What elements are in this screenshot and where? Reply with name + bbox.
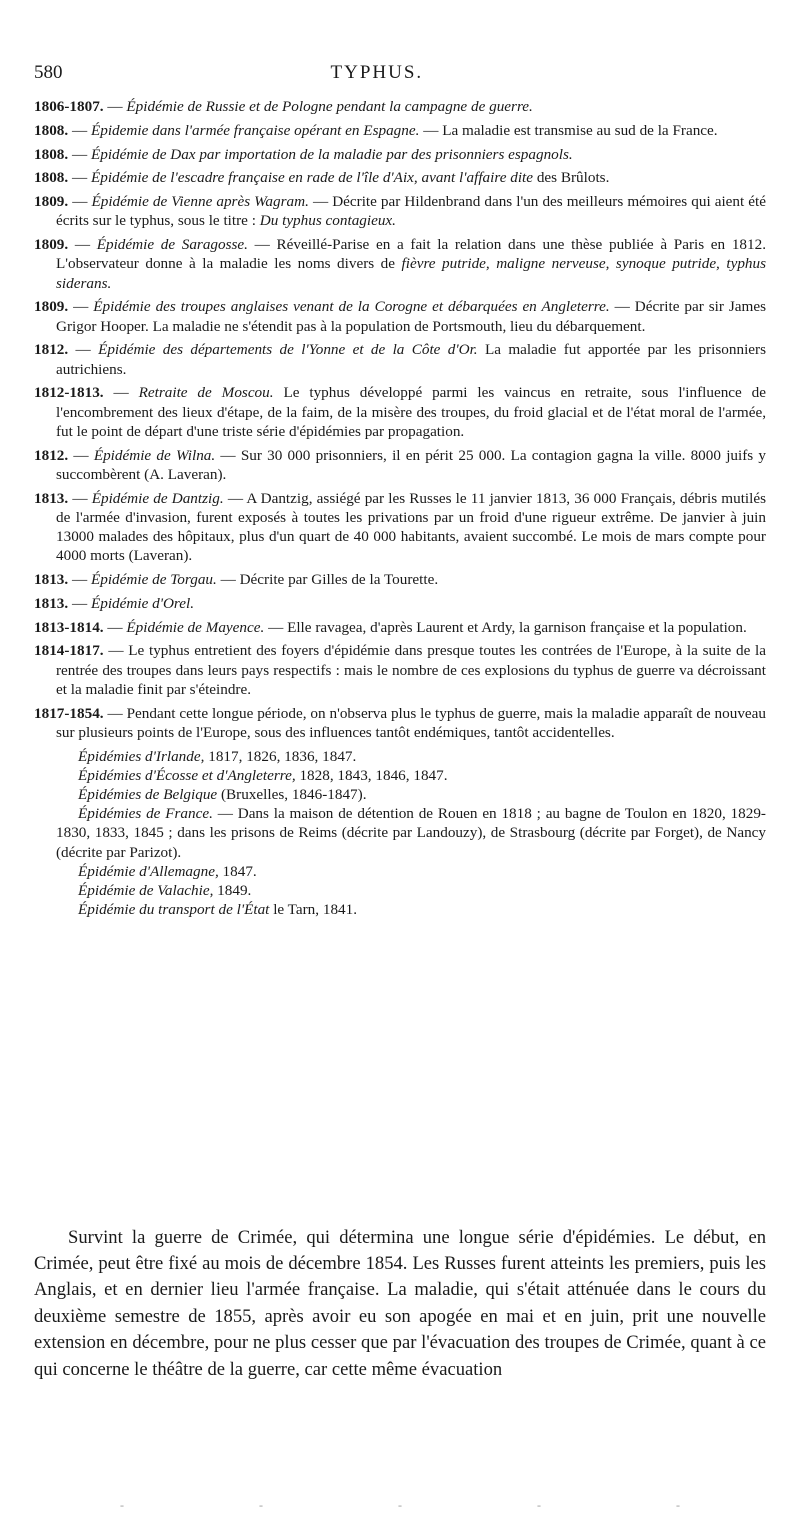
sub-entry-title: Épidémie de Valachie, xyxy=(78,882,214,900)
entry-1808-espagne: 1808. — Épidemie dans l'armée française opérant en Espagne. — La maladie est transmise au sud de la France. xyxy=(34,121,718,139)
sub-entry-title: Épidémies d'Écosse et d'Angleterre, xyxy=(78,766,296,784)
entry-title: Épidémie de Saragosse. xyxy=(96,236,248,254)
entry-1813-dantzig: 1813. — Épidémie de Dantzig. — A Dantzig, assiégé par les Russes le 11 janvier 1813, 36 000 Français, débris mutilés de l'armée d'invasion, furent exposés à toutes les privations par un froid d'une rigueur extrême. De janvier à juin 13000 malades des hôpitaux, plus d'un quart de 40 000 habitants, avaient succombé. Le mois de mars compte pour 4000 morts (Laveran). xyxy=(34,489,767,565)
entry-title: Épidémie des départements de l'Yonne et de la Côte d'Or. xyxy=(98,341,478,359)
entry-1808-aix: 1808. — Épidémie de l'escadre française en rade de l'île d'Aix, avant l'affaire dite des Brûlots. xyxy=(34,169,610,187)
entry-title: Épidémie de l'escadre française en rade de l'île d'Aix, avant l'affaire dite xyxy=(90,169,534,187)
entry-year: 1817-1854. xyxy=(34,704,104,722)
chronology-list xyxy=(34,97,766,919)
sub-entry-title: Épidémies de Belgique xyxy=(78,786,218,803)
sub-entry-transport xyxy=(34,900,766,919)
entry-year: 1809. xyxy=(34,298,69,316)
sub-entry-ecosse xyxy=(34,766,766,785)
entry-title-secondary: fièvre putride, maligne nerveuse, synoque putride, typhus siderans. xyxy=(56,255,767,292)
entry-year: 1813-1814. xyxy=(34,618,104,636)
entry-text: des Brûlots. xyxy=(536,169,610,187)
entry-title-secondary: Du typhus contagieux. xyxy=(259,212,396,230)
sub-entry-allemagne xyxy=(34,862,766,881)
entry-year: 1813. xyxy=(34,571,69,588)
sub-entry-belgique xyxy=(34,785,766,804)
entry-1813-torgau: 1813. — Épidémie de Torgau. — Décrite par Gilles de la Tourette. xyxy=(34,571,439,588)
entry-text: — Décrite par Hildenbrand dans l'un des meilleurs mémoires qui aient été écrits sur le typhus, sous le titre : xyxy=(56,193,766,230)
sub-entry-text: (Bruxelles, 1846-1847). xyxy=(220,786,367,803)
entry-year: 1812-1813. xyxy=(34,384,104,402)
entry-text: Le typhus développé parmi les vaincus en retraite, sous l'influence de l'encombrement des lieux d'étape, de la faim, de la misère des troupes, du froid glacial et de l'état moral de l'armée, fut le point de départ d'une triste série d'épidémies par propagation. xyxy=(56,384,767,440)
entry-1812-moscou: 1812-1813. — Retraite de Moscou. Le typhus développé parmi les vaincus en retraite, sous l'influence de l'encombrement des lieux d'étape, de la faim, de la misère des troupes, du froid glacial et de l'état moral de l'armée, fut le point de départ d'une triste série d'épidémies par propagation. xyxy=(34,384,767,440)
entry-title: Retraite de Moscou. xyxy=(138,384,274,402)
entry-text: — La maladie est transmise au sud de la France. xyxy=(423,121,718,139)
entry-title: Épidémie de Vienne après Wagram. xyxy=(91,193,309,211)
entry-year: 1806-1807. xyxy=(34,98,104,115)
entry-title: Épidémie de Dax par importation de la maladie par des prisonniers espagnols. xyxy=(90,145,573,163)
entry-1809-corogne: 1809. — Épidémie des troupes anglaises venant de la Corogne et débarquées en Angleterre. — Décrite par sir James Grigor Hooper. La maladie ne s'étendit pas à la population de Portsmouth, lieu du débarquement. xyxy=(34,298,767,335)
entry-1814-1817: 1814-1817. — Le typhus entretient des foyers d'épidémie dans presque toutes les contrées de l'Europe, à la suite de la rentrée des troupes dans leurs pays respectifs : mais le nombre de ces explosions du typhus de guerre va décroissant et la maladie finit par s'éteindre. xyxy=(34,642,766,698)
sub-entry-valachie xyxy=(34,881,766,900)
entry-text: La maladie fut apportée par les prisonniers autrichiens. xyxy=(56,341,767,378)
footer-mark: - xyxy=(120,1498,124,1512)
entry-text: — Réveillé-Parise en a fait la relation dans une thèse publiée à Paris en 1812. L'observateur donne à la maladie les noms divers de xyxy=(56,236,766,273)
footer-mark: - xyxy=(398,1498,402,1512)
entry-text: — Elle ravagea, d'après Laurent et Ardy, la garnison française et la population. xyxy=(268,618,747,636)
entry-text: — Décrite par Gilles de la Tourette. xyxy=(220,571,439,588)
entry-year: 1812. xyxy=(34,446,69,464)
entry-year: 1809. xyxy=(34,193,69,211)
page-number: 580 xyxy=(34,62,63,83)
entry-1806: 1806-1807. — Épidémie de Russie et de Pologne pendant la campagne de guerre. xyxy=(34,98,533,115)
entry-1809-saragosse: 1809. — Épidémie de Saragosse. — Réveillé-Parise en a fait la relation dans une thèse publiée à Paris en 1812. L'observateur donne à la maladie les noms divers de fièvre putride, maligne nerveuse, synoque putride, typhus siderans. xyxy=(34,236,767,292)
sub-entry-title: Épidémie d'Allemagne, xyxy=(78,862,219,880)
entry-title: Épidémie des troupes anglaises venant de la Corogne et débarquées en Angleterre. xyxy=(93,298,610,316)
entry-year: 1813. xyxy=(34,489,69,507)
entry-title: Épidémie de Russie et de Pologne pendant la campagne de guerre. xyxy=(126,98,533,115)
sub-entry-france xyxy=(34,804,766,862)
entry-text: — Décrite par sir James Grigor Hooper. La maladie ne s'étendit pas à la population de Portsmouth, lieu du débarquement. xyxy=(56,298,767,335)
entry-1809-vienne: 1809. — Épidémie de Vienne après Wagram. — Décrite par Hildenbrand dans l'un des meilleurs mémoires qui aient été écrits sur le typhus, sous le titre : Du typhus contagieux. xyxy=(34,193,766,230)
sub-entry-text: 1847. xyxy=(222,862,257,880)
entry-title: Épidemie dans l'armée française opérant en Espagne. xyxy=(90,121,420,139)
entry-year: 1809. xyxy=(34,236,69,254)
sub-entry-irlande xyxy=(34,747,766,766)
sub-entry-text: 1828, 1843, 1846, 1847. xyxy=(299,766,448,784)
sub-entry-text: — Dans la maison de détention de Rouen en 1818 ; au bagne de Toulon en 1820, 1829-1830, 1833, 1845 ; dans les prisons de Reims (décrite par Landouzy), de Strasbourg (décrite par Forget), de Nancy (décrite par Parizot). xyxy=(56,805,766,861)
footer-mark: - xyxy=(259,1498,263,1512)
entry-title: Épidémie de Mayence. xyxy=(126,618,265,636)
sub-entry-title: Épidémie du transport de l'État xyxy=(78,901,270,919)
entry-year: 1813. xyxy=(34,594,69,612)
entry-title: Épidémie d'Orel. xyxy=(90,594,195,612)
entry-title: Épidémie de Wilna. xyxy=(93,446,216,464)
entry-text: — A Dantzig, assiégé par les Russes le 11 janvier 1813, 36 000 Français, débris mutilés de l'armée d'invasion, furent exposés à toutes les privations par un froid d'une rigueur extrême. De janvier à juin 13000 malades des hôpitaux, plus d'un quart de 40 000 habitants, avaient succombé. Le mois de mars compte pour 4000 morts (Laveran). xyxy=(56,489,767,565)
sub-entry-title: Épidémies de France. xyxy=(78,805,213,823)
entry-year: 1808. xyxy=(34,145,69,163)
entry-1813-orel: 1813. — Épidémie d'Orel. xyxy=(34,594,195,612)
entry-title: Épidémie de Dantzig. xyxy=(91,489,224,507)
entry-1813-mayence: 1813-1814. — Épidémie de Mayence. — Elle ravagea, d'après Laurent et Ardy, la garnison française et la population. xyxy=(34,618,747,636)
entry-1817-1854: 1817-1854. — Pendant cette longue période, on n'observa plus le typhus de guerre, mais la maladie apparaît de nouveau sur plusieurs points de l'Europe, sous des influences tantôt endémiques, tantôt accidentelles. xyxy=(34,704,767,741)
footer-marks xyxy=(120,1498,680,1513)
sub-entry-text: 1849. xyxy=(217,882,252,900)
sub-entry-title: Épidémies d'Irlande, xyxy=(78,747,205,765)
entry-year: 1812. xyxy=(34,341,69,359)
entry-year: 1808. xyxy=(34,169,69,187)
footer-mark: - xyxy=(676,1498,680,1512)
footer-mark: - xyxy=(537,1498,541,1512)
entry-text: — Sur 30 000 prisonniers, il en périt 25 000. La contagion gagna la ville. 8000 juifs y succombèrent (A. Laveran). xyxy=(56,446,767,483)
entry-text: Le typhus entretient des foyers d'épidémie dans presque toutes les contrées de l'Europe, à la suite de la rentrée des troupes dans leurs pays respectifs : mais le nombre de ces explosions du typhus de guerre va décroissant et la maladie finit par s'éteindre. xyxy=(56,642,766,698)
entry-title: Épidémie de Torgau. xyxy=(90,571,217,588)
entry-1812-wilna: 1812. — Épidémie de Wilna. — Sur 30 000 prisonniers, il en périt 25 000. La contagion gagna la ville. 8000 juifs y succombèrent (A. Laveran). xyxy=(34,446,767,483)
sub-entry-text: 1817, 1826, 1836, 1847. xyxy=(208,747,357,765)
entry-year: 1808. xyxy=(34,121,69,139)
running-title: TYPHUS. xyxy=(330,62,424,83)
entry-year: 1814-1817. xyxy=(34,642,104,660)
body-paragraph: Survint la guerre de Crimée, qui détermina une longue série d'épidémies. Le début, en Crimée, peut être fixé au mois de décembre 1854. Les Russes furent atteints les premiers, puis les Anglais, et en dernier lieu l'armée française. La maladie, qui s'était atténuée dans le cours du deuxième semestre de 1855, après avoir eu son apogée en mai et en juin, prit une nouvelle extension en décembre, pour ne plus cesser que par l'évacuation des troupes de Crimée, quant à ce qui concerne le théâtre de la guerre, car cette même évacuation xyxy=(34,1226,766,1380)
entry-1812-yonne: 1812. — Épidémie des départements de l'Yonne et de la Côte d'Or. La maladie fut apportée par les prisonniers autrichiens. xyxy=(34,341,767,378)
page-header xyxy=(34,62,770,84)
sub-entry-text: le Tarn, 1841. xyxy=(273,901,358,919)
entry-1808-dax: 1808. — Épidémie de Dax par importation de la maladie par des prisonniers espagnols. xyxy=(34,145,573,163)
entry-text: Pendant cette longue période, on n'observa plus le typhus de guerre, mais la maladie apparaît de nouveau sur plusieurs points de l'Europe, sous des influences tantôt endémiques, tantôt accidentelles. xyxy=(56,704,767,741)
